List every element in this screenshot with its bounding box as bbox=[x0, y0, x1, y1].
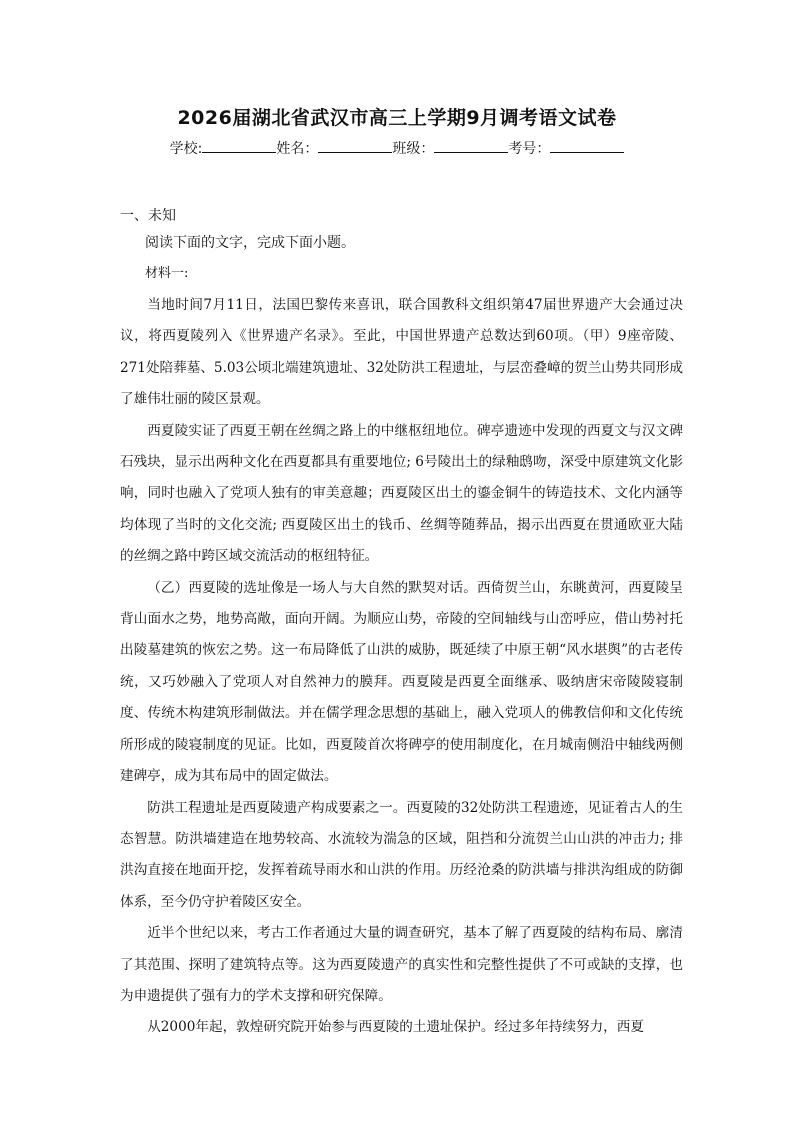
passage-paragraph: 从2000年起，敦煌研究院开始参与西夏陵的土遗址保护。经过多年持续努力，西夏 bbox=[147, 1019, 644, 1036]
passage-paragraph: 西夏陵实证了西夏王朝在丝绸之路上的中继枢纽地位。碑亭遗迹中发现的西夏文与汉文碑石残块，显示出两种文化在西夏都具有重要地位; 6号陵出土的绿釉鸱吻，深受中原建筑文化影响，同时也融入了党项人独有的审美意趣；西夏陵区出土的鎏金铜牛的铸造技术、文化内涵等均体现了当时的文化交流; 西夏陵区出土的钱币、丝绸等随葬品，揭示出西夏在贯通欧亚大陆的丝绸之路中跨区域交流活动的枢纽特征。 bbox=[120, 422, 683, 565]
passage-paragraph: 当地时间7月11日，法国巴黎传来喜讯，联合国教科文组织第47届世界遗产大会通过决议，将西夏陵列入《世界遗产名录》。至此，中国世界遗产总数达到60项。（甲）9座帝陵、271处陪葬墓、5.03公顷北端建筑遗址、32处防洪工程遗址，与层峦叠嶂的贺兰山势共同形成了雄伟壮丽的陵区景观。 bbox=[120, 297, 683, 408]
class-blank bbox=[434, 140, 508, 153]
student-info-row bbox=[0, 138, 794, 158]
reading-instruction: 阅读下面的文字，完成下面小题。 bbox=[145, 235, 355, 251]
exam-number-blank bbox=[550, 140, 624, 153]
school-label: 学校: bbox=[169, 141, 203, 157]
exam-title: 2026届湖北省武汉市高三上学期9月调考语文试卷 bbox=[177, 107, 617, 129]
exam-number-label: 考号： bbox=[508, 141, 551, 157]
name-blank bbox=[318, 140, 392, 153]
class-label: 班级： bbox=[392, 141, 435, 157]
section-heading: 一、未知 bbox=[120, 208, 176, 224]
passage-paragraph: （乙）西夏陵的选址像是一场人与大自然的默契对话。西倚贺兰山，东眺黄河，西夏陵呈背山面水之势，地势高敞，面向开阔。为顺应山势，帝陵的空间轴线与山峦呼应，借山势衬托出陵墓建筑的恢宏之势。这一布局降低了山洪的威胁，既延续了中原王朝“风水堪舆”的古老传统，又巧妙融入了党项人对自然神力的膜拜。西夏陵是西夏全面继承、吸纳唐宋帝陵陵寝制度、传统木构建筑形制做法。并在儒学理念思想的基础上，融入党项人的佛教信仰和文化传统所形成的陵寝制度的见证。比如，西夏陵首次将碑亭的使用制度化，在月城南侧沿中轴线两侧建碑亭，成为其布局中的固定做法。 bbox=[120, 579, 683, 785]
material-label: 材料一: bbox=[145, 266, 189, 281]
name-label: 姓名： bbox=[276, 141, 319, 157]
passage-body bbox=[120, 290, 683, 1044]
passage-paragraph: 近半个世纪以来，考古工作者通过大量的调查研究，基本了解了西夏陵的结构布局、廓清了其范围、探明了建筑特点等。这为西夏陵遗产的真实性和完整性提供了不可或缺的支撑，也为申遗提供了强有力的学术支撑和研究保障。 bbox=[120, 925, 683, 1004]
passage-paragraph: 防洪工程遗址是西夏陵遗产构成要素之一。西夏陵的32处防洪工程遗迹，见证着古人的生态智慧。防洪墙建造在地势较高、水流较为湍急的区域，阻挡和分流贺兰山山洪的冲击力; 排洪沟直接在地面开挖，发挥着疏导雨水和山洪的作用。历经沧桑的防洪墙与排洪沟组成的防御体系，至今仍守护着陵区安全。 bbox=[120, 799, 683, 910]
school-blank bbox=[202, 140, 276, 153]
